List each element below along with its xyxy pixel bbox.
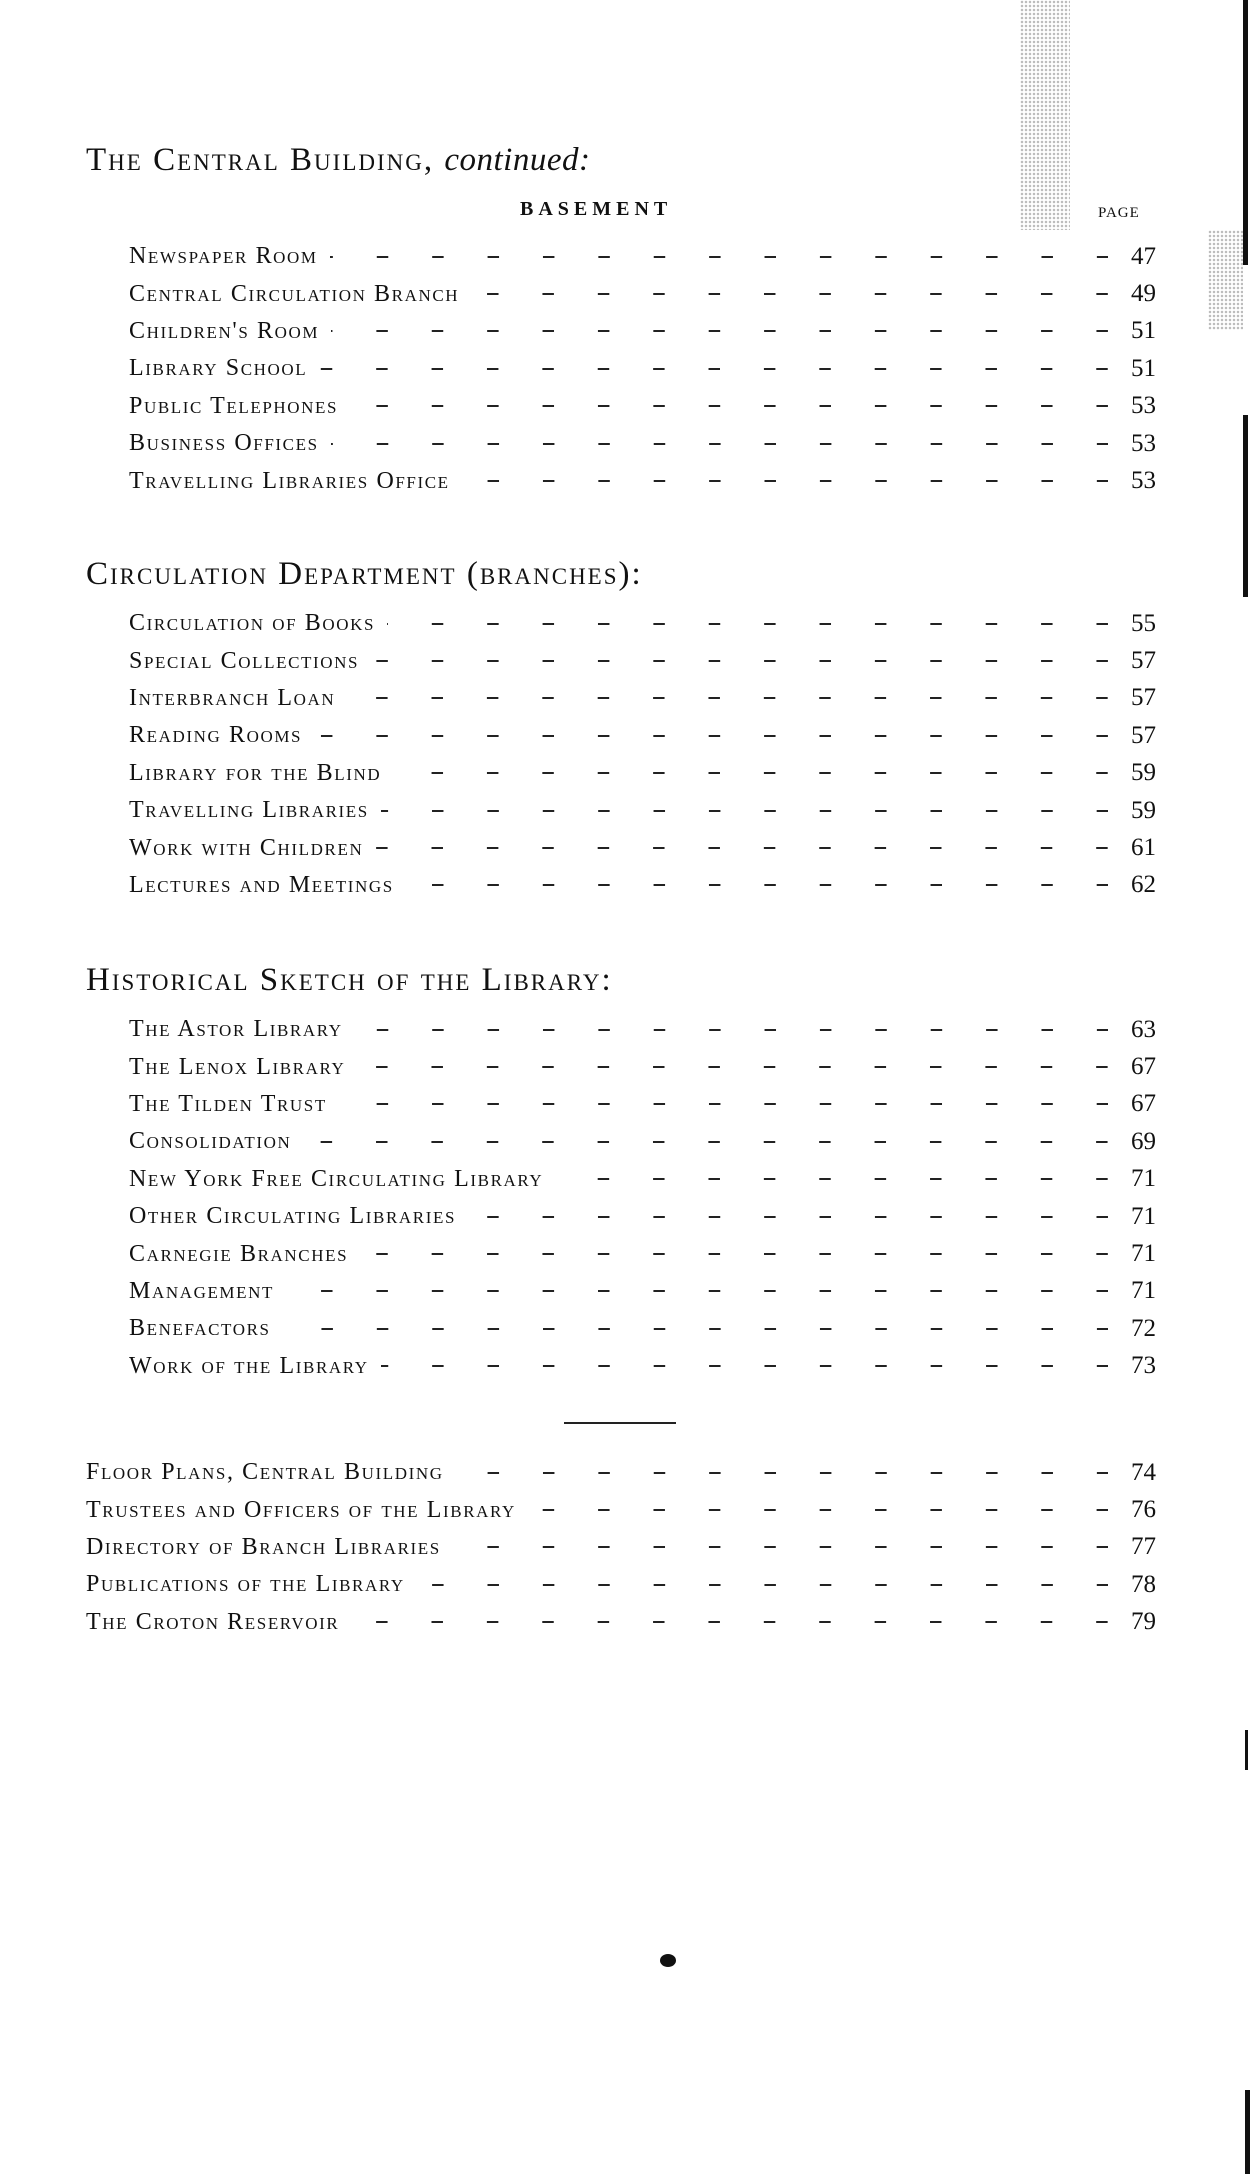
- page-edge-mark: [1243, 415, 1248, 597]
- dash-leader: [528, 1509, 1108, 1512]
- dash-leader: [375, 847, 1108, 850]
- toc-entry: [129, 717, 1156, 754]
- toc-entry: [129, 1048, 1156, 1085]
- toc-entry-label: Children's Room: [129, 317, 320, 344]
- toc-entry-label: Lectures and Meetings: [129, 871, 394, 898]
- toc-entry: [129, 1348, 1156, 1385]
- toc-entry: [86, 1529, 1156, 1566]
- toc-entry: [129, 1086, 1156, 1123]
- dash-leader: [456, 1471, 1108, 1474]
- toc-entry-label: Management: [129, 1277, 274, 1304]
- toc-entry-page: 69: [1131, 1127, 1156, 1155]
- toc-entry-label: The Astor Library: [129, 1016, 343, 1043]
- toc-entry-label: Newspaper Room: [129, 243, 318, 270]
- toc-entry: [129, 642, 1156, 679]
- section-heading-historical: Historical Sketch of the Library:: [86, 962, 613, 998]
- toc-entry: [129, 1161, 1156, 1198]
- toc-entry-page: 51: [1131, 354, 1156, 382]
- toc-list-circulation: [129, 605, 1156, 904]
- toc-entry: [129, 755, 1156, 792]
- toc-entry-page: 67: [1131, 1053, 1156, 1081]
- toc-entry: [129, 1273, 1156, 1310]
- dash-leader: [331, 442, 1108, 445]
- dash-leader: [314, 734, 1108, 737]
- toc-entry-label: Directory of Branch Libraries: [86, 1533, 441, 1560]
- toc-list-appendix: [86, 1454, 1156, 1641]
- dash-leader: [453, 1546, 1108, 1549]
- dash-leader: [417, 1583, 1108, 1586]
- toc-entry: [129, 792, 1156, 829]
- toc-entry-label: New York Free Circulating Library: [129, 1165, 544, 1192]
- toc-entry: [86, 1566, 1156, 1603]
- toc-entry: [129, 425, 1156, 462]
- dash-leader: [357, 1066, 1108, 1069]
- ink-blot: [660, 1954, 676, 1967]
- toc-entry-page: 71: [1131, 1240, 1156, 1268]
- dash-leader: [462, 480, 1108, 483]
- toc-entry: [86, 1604, 1156, 1641]
- toc-entry: [86, 1454, 1156, 1491]
- toc-entry-page: 78: [1131, 1570, 1156, 1598]
- toc-entry-label: Carnegie Branches: [129, 1240, 349, 1267]
- toc-entry-page: 71: [1131, 1202, 1156, 1230]
- heading-text: The Central Building,: [86, 142, 435, 178]
- toc-entry-page: 63: [1131, 1015, 1156, 1043]
- toc-entry-label: Travelling Libraries Office: [129, 467, 450, 494]
- toc-entry: [129, 1011, 1156, 1048]
- toc-entry: [129, 1310, 1156, 1347]
- section-heading-central-building: [86, 142, 590, 179]
- dash-leader: [330, 255, 1108, 258]
- toc-entry-label: The Croton Reservoir: [86, 1608, 340, 1635]
- toc-entry-label: Trustees and Officers of the Library: [86, 1496, 516, 1523]
- toc-entry-page: 55: [1131, 609, 1156, 637]
- toc-entry: [129, 238, 1156, 275]
- toc-entry-page: 53: [1131, 429, 1156, 457]
- toc-entry-label: Central Circulation Branch: [129, 280, 460, 307]
- toc-entry-page: 53: [1131, 392, 1156, 420]
- toc-entry: [129, 1198, 1156, 1235]
- toc-entry-page: 74: [1131, 1458, 1156, 1486]
- toc-entry-page: 71: [1131, 1277, 1156, 1305]
- page-edge-mark: [1245, 1730, 1248, 1770]
- toc-entry-label: Special Collections: [129, 647, 360, 674]
- toc-entry-label: Library School: [129, 355, 308, 382]
- toc-entry-page: 62: [1131, 871, 1156, 899]
- toc-entry-label: Reading Rooms: [129, 722, 303, 749]
- dash-leader: [331, 330, 1108, 333]
- dash-leader: [381, 809, 1108, 812]
- dash-leader: [283, 1327, 1108, 1330]
- toc-entry-page: 53: [1131, 467, 1156, 495]
- heading-italic-text: continued:: [444, 142, 591, 178]
- page-edge-mark: [1243, 0, 1248, 265]
- toc-entry-page: 59: [1131, 759, 1156, 787]
- toc-list-historical: [129, 1011, 1156, 1385]
- toc-entry-page: 61: [1131, 834, 1156, 862]
- dash-leader: [339, 1103, 1108, 1106]
- toc-entry-page: 73: [1131, 1352, 1156, 1380]
- divider-rule: [564, 1422, 676, 1424]
- dash-leader: [393, 772, 1108, 775]
- dash-leader: [555, 1178, 1108, 1181]
- toc-entry-label: Library for the Blind: [129, 759, 382, 786]
- toc-entry-page: 59: [1131, 796, 1156, 824]
- toc-entry-label: Business Offices: [129, 430, 319, 457]
- dash-leader: [371, 660, 1108, 663]
- toc-entry-label: Work with Children: [129, 834, 364, 861]
- toc-entry-page: 67: [1131, 1090, 1156, 1118]
- scan-smudge: [1208, 230, 1243, 330]
- toc-entry: [129, 867, 1156, 904]
- toc-entry-label: Work of the Library: [129, 1352, 369, 1379]
- dash-leader: [347, 697, 1108, 700]
- toc-entry: [129, 388, 1156, 425]
- toc-entry-page: 76: [1131, 1496, 1156, 1524]
- dash-leader: [471, 293, 1108, 296]
- toc-entry-page: 51: [1131, 317, 1156, 345]
- toc-entry-label: Consolidation: [129, 1128, 292, 1155]
- dash-leader: [286, 1290, 1108, 1293]
- toc-entry-page: 79: [1131, 1608, 1156, 1636]
- toc-entry-label: Floor Plans, Central Building: [86, 1459, 444, 1486]
- toc-entry-page: 72: [1131, 1314, 1156, 1342]
- toc-entry: [129, 829, 1156, 866]
- toc-entry-label: Benefactors: [129, 1315, 271, 1342]
- dash-leader: [360, 1253, 1108, 1256]
- toc-entry-label: Publications of the Library: [86, 1571, 405, 1598]
- dash-leader: [355, 1028, 1108, 1031]
- page-column-label: PAGE: [1098, 205, 1140, 221]
- dash-leader: [381, 1365, 1108, 1368]
- dash-leader: [319, 367, 1108, 370]
- toc-entry-page: 57: [1131, 684, 1156, 712]
- toc-entry-label: The Lenox Library: [129, 1053, 346, 1080]
- toc-entry-label: Other Circulating Libraries: [129, 1203, 457, 1230]
- toc-entry: [129, 605, 1156, 642]
- toc-entry: [129, 680, 1156, 717]
- dash-leader: [406, 884, 1108, 887]
- dash-leader: [350, 405, 1108, 408]
- toc-entry-page: 49: [1131, 280, 1156, 308]
- toc-entry-label: Circulation of Books: [129, 610, 376, 637]
- toc-entry: [86, 1491, 1156, 1528]
- toc-entry-page: 47: [1131, 242, 1156, 270]
- scan-smudge: [1020, 0, 1070, 230]
- toc-entry: [129, 313, 1156, 350]
- toc-list-basement: [129, 238, 1156, 500]
- toc-entry-page: 71: [1131, 1165, 1156, 1193]
- section-heading-circulation: Circulation Department (branches):: [86, 556, 643, 592]
- toc-entry: [129, 1123, 1156, 1160]
- dash-leader: [387, 622, 1108, 625]
- dash-leader: [351, 1621, 1108, 1624]
- toc-entry-page: 57: [1131, 721, 1156, 749]
- toc-entry: [129, 350, 1156, 387]
- page-edge-mark: [1245, 2090, 1250, 2174]
- dash-leader: [303, 1140, 1108, 1143]
- subheading-basement: BASEMENT: [520, 198, 673, 220]
- toc-entry-label: Public Telephones: [129, 392, 339, 419]
- toc-entry-label: Interbranch Loan: [129, 684, 336, 711]
- toc-entry: [129, 275, 1156, 312]
- toc-entry-page: 77: [1131, 1533, 1156, 1561]
- toc-entry: [129, 462, 1156, 499]
- toc-entry-label: Travelling Libraries: [129, 797, 369, 824]
- toc-entry: [129, 1235, 1156, 1272]
- dash-leader: [468, 1215, 1108, 1218]
- toc-entry-page: 57: [1131, 647, 1156, 675]
- toc-entry-label: The Tilden Trust: [129, 1090, 327, 1117]
